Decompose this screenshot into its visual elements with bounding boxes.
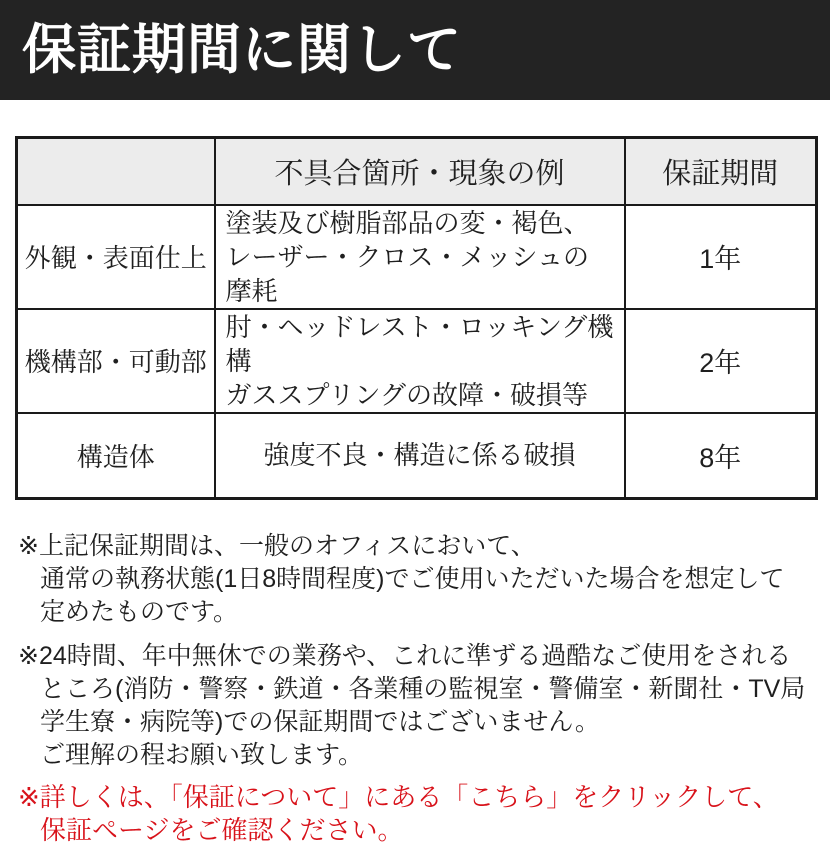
page-title: 保証期間に関して: [22, 20, 462, 80]
cell-category: 機構部・可動部: [17, 309, 215, 413]
note-line: ※24時間、年中無休での業務や、これに準ずる過酷なご使用をされる: [18, 642, 792, 670]
cell-category: 構造体: [17, 413, 215, 499]
note-line: ※詳しくは、「保証について」にある「こちら」をクリックして、: [18, 782, 779, 812]
note-line: ご理解の程お願い致します。: [40, 741, 364, 769]
table-header-row: [17, 138, 817, 205]
cell-examples: [215, 205, 625, 309]
note-line: 通常の執務状態(1日8時間程度)でご使用いただいた場合を想定して: [40, 565, 785, 593]
note-line: 学生寮・病院等)での保証期間ではございません。: [40, 708, 600, 736]
note-line: 保証ページをご確認ください。: [40, 815, 404, 845]
note-warranty-link: [15, 781, 815, 847]
header-category: [17, 138, 215, 205]
cell-period: 2年: [625, 309, 817, 413]
cell-period: 1年: [625, 205, 817, 309]
warranty-table: [15, 136, 818, 500]
header-examples: 不具合箇所・現象の例: [215, 138, 625, 205]
table-row-structure: [17, 413, 817, 499]
note-line: 定めたものです。: [40, 598, 239, 626]
page-content: [15, 136, 815, 847]
note-exclusions: [15, 640, 815, 772]
example-line: 強度不良・構造に係る破損: [263, 440, 576, 471]
note-line: ところ(消防・警察・鉄道・各業種の監視室・警備室・新聞社・TV局: [40, 675, 806, 703]
example-line: 塗装及び樹脂部品の変・褐色、: [225, 207, 590, 238]
table-row-mechanism: [17, 309, 817, 413]
cell-examples: [215, 413, 625, 499]
note-usage-assumption: [15, 530, 815, 629]
cell-examples: [215, 309, 625, 413]
example-line: ガススプリングの故障・破損等: [225, 379, 588, 410]
example-line: レーザー・クロス・メッシュの摩耗: [225, 241, 589, 306]
note-line: ※上記保証期間は、一般のオフィスにおいて、: [18, 532, 536, 560]
header-period: 保証期間: [625, 138, 817, 205]
cell-period: 8年: [625, 413, 817, 499]
cell-category: 外観・表面仕上: [17, 205, 215, 309]
page-banner: [0, 0, 830, 100]
table-row-appearance: [17, 205, 817, 309]
example-line: 肘・ヘッドレスト・ロッキング機構: [225, 311, 614, 376]
